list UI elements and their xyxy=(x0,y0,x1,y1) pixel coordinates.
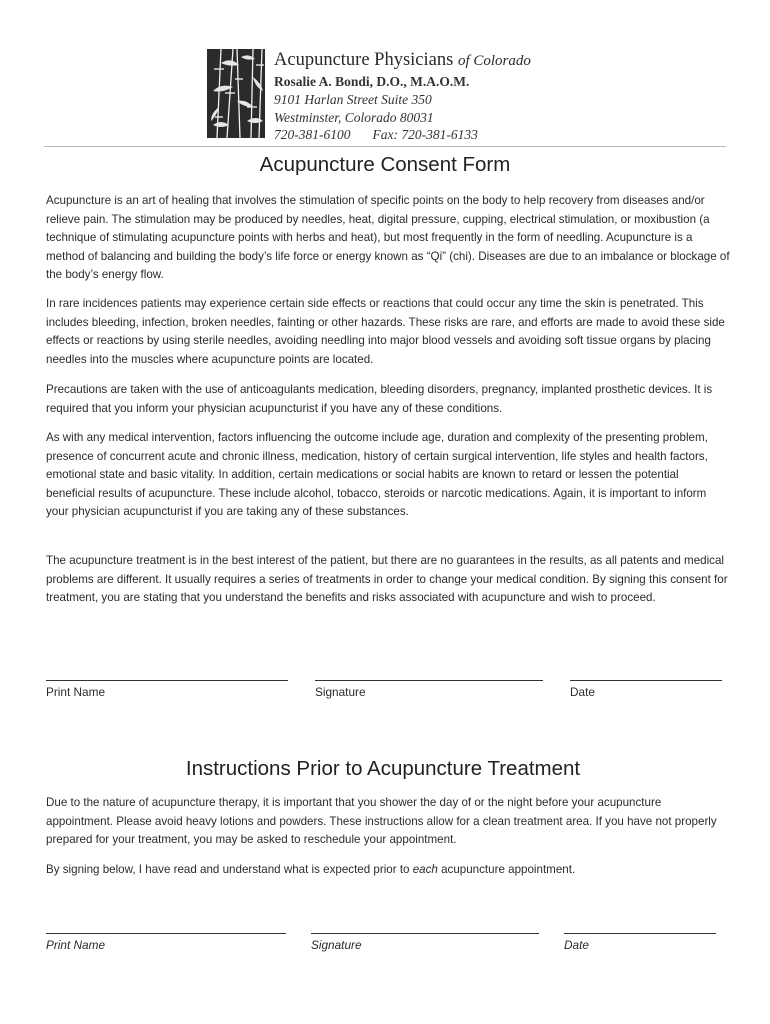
organization-name: Acupuncture Physicians of Colorado xyxy=(274,50,531,70)
address-line-2: Westminster, Colorado 80031 xyxy=(274,109,434,125)
consent-paragraph: The acupuncture treatment is in the best interest of the patient, but there are no guarantees in the results, as all patents and medical problems are different. It usually requires a series of treatments in order to change your medical condition. By signing this consent for treatment, you are stating that you understand the benefits and risks associated with acupuncture and wish to proceed. xyxy=(46,554,728,605)
instructions-signature-line[interactable] xyxy=(311,933,539,934)
consent-date-line[interactable] xyxy=(570,680,722,681)
contact-numbers xyxy=(274,126,531,144)
bamboo-logo xyxy=(207,49,265,138)
instructions-signature-label: Signature xyxy=(311,938,362,952)
consent-print-name-line[interactable] xyxy=(46,680,288,681)
consent-print-name-label: Print Name xyxy=(46,685,106,699)
fax-number: Fax: 720-381-6133 xyxy=(372,127,478,142)
consent-paragraph: Precautions are taken with the use of anticoagulants medication, bleeding disorders, pregnancy, implanted prosthetic devices. It is required that you inform your physician acupuncturist if you have any of these conditions. xyxy=(46,383,713,415)
instructions-title: Instructions Prior to Acupuncture Treatment xyxy=(185,757,581,780)
phone-number: 720-381-6100 xyxy=(274,127,351,142)
emphasis-each: each xyxy=(412,863,438,876)
physician-name: Rosalie A. Bondi, D.O., M.A.O.M. xyxy=(274,74,470,89)
consent-signature-line[interactable] xyxy=(315,680,543,681)
consent-paragraph: As with any medical intervention, factors influencing the outcome include age, duration and complexity of the presenting problem, presence of concurrent acute and chronic illness, medication, history of certain surgical intervention, life styles and health factors, emotional state and basic vitality. In addition, certain medications or social habits are known to retard or lessen the potential beneficial results of acupuncture. These include alcohol, tobacco, steroids or narcotic medications. Again, it is important to inform your physician acupuncturist if you are taking any of these substances. xyxy=(46,431,708,519)
instructions-date-label: Date xyxy=(564,938,589,952)
letterhead xyxy=(274,48,531,144)
acknowledgement-text: By signing below, I have read and understand what is expected prior to each acupuncture appointment. xyxy=(46,863,576,876)
instructions-print-name-label: Print Name xyxy=(46,938,106,952)
address-line-1: 9101 Harlan Street Suite 350 xyxy=(274,92,432,107)
instructions-paragraph: Due to the nature of acupuncture therapy, it is important that you shower the day of or the night before your acupuncture appointment. Please avoid heavy lotions and powders. These instructions allow for a clean treatment area. If you have not properly prepared for your treatment, you may be asked to reschedule your appointment. xyxy=(46,796,717,847)
consent-paragraph: Acupuncture is an art of healing that involves the stimulation of specific points on the body to help recovery from diseases and/or relieve pain. The stimulation may be produced by needles, heat, digital pressure, cupping, electrical stimulation, or moxibustion (a technique of stimulating acupuncture points with herbs and heat), but most frequently in the form of needling. Acupuncture is a method of balancing and building the body’s life force or energy known as “Qi” (chi). Diseases are due to an imbalance or blockage of the body’s energy flow. xyxy=(46,194,730,282)
consent-form-title: Acupuncture Consent Form xyxy=(259,153,511,176)
consent-signature-label: Signature xyxy=(315,685,366,699)
instructions-date-line[interactable] xyxy=(564,933,716,934)
consent-paragraph: In rare incidences patients may experience certain side effects or reactions that could occur any time the skin is penetrated. This includes bleeding, infection, broken needles, fainting or other hazards. These risks are rare, and efforts are made to avoid these side effects or reactions by using sterile needles, avoiding needling into major blood vessels and avoiding soft tissue organs by placing needles into the muscles where acupuncture points are located. xyxy=(46,297,725,366)
instructions-print-name-line[interactable] xyxy=(46,933,286,934)
header-divider xyxy=(44,146,726,147)
consent-date-label: Date xyxy=(570,685,595,699)
